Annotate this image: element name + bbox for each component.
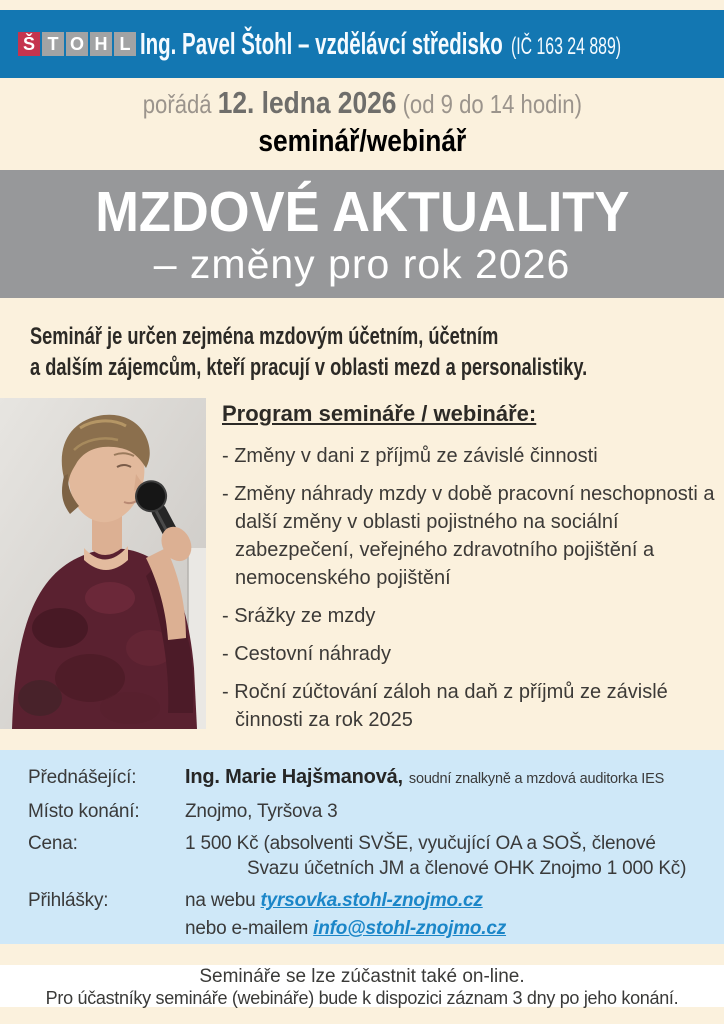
website-link[interactable]: tyrsovka.stohl-znojmo.cz	[260, 890, 483, 911]
online-note-line-1: Semináře se lze zúčastnit také on-line.	[199, 966, 525, 987]
lecturer-title: soudní znalkyně a mzdová auditorka IES	[408, 771, 665, 787]
header-text	[140, 26, 621, 62]
program-item-3: - Srážky ze mzdy	[222, 605, 376, 627]
seminar-title: MZDOVÉ AKTUALITY	[94, 180, 630, 244]
header-bar	[0, 10, 724, 78]
lecturer-name: Ing. Marie Hajšmanová,	[185, 766, 403, 788]
venue-row	[0, 799, 724, 824]
event-format: seminář/webinář	[258, 123, 466, 158]
speaker-photo	[0, 398, 206, 729]
program-item-5: - Roční zúčtování záloh na daň z příjmů ze závislé činnosti za rok 2025	[222, 681, 668, 731]
program-section	[222, 401, 716, 744]
apply-label: Přihlášky:	[28, 890, 109, 911]
program-item-2: - Změny náhrady mzdy v době pracovní neschopnosti a další změny v oblasti pojistného na sociální zabezpečení, veřejného zdravotního pojištění a nemocenského pojištění	[222, 483, 715, 589]
intro-line-2: a dalším zájemcům, kteří pracují v oblasti mezd a personalistiky.	[30, 354, 588, 381]
online-note	[0, 965, 724, 1007]
venue-label: Místo konání:	[28, 801, 140, 822]
intro-paragraph	[30, 321, 724, 383]
intro-line-1: Seminář je určen zejména mzdovým účetním, účetním	[30, 323, 499, 350]
price-line-2: Svazu účetních JM a členové OHK Znojmo 1 000 Kč)	[247, 858, 687, 879]
program-item-4: - Cestovní náhrady	[222, 643, 391, 665]
program-heading: Program semináře / webináře:	[222, 401, 537, 426]
logo-letter-l: L	[114, 32, 136, 56]
apply-email-prefix: nebo e-mailem	[185, 918, 314, 939]
email-link[interactable]: info@stohl-znojmo.cz	[313, 918, 507, 939]
event-date-line	[0, 86, 724, 121]
lecturer-row	[0, 765, 724, 792]
program-item-1: - Změny v dani z příjmů ze závislé činnosti	[222, 445, 598, 467]
logo-letter-h: H	[90, 32, 112, 56]
apply-web-prefix: na webu	[185, 890, 261, 911]
event-date: 12. ledna 2026	[217, 85, 397, 120]
details-section	[0, 750, 724, 944]
apply-row	[0, 888, 724, 944]
title-banner	[0, 170, 724, 298]
logo-letter-o: O	[66, 32, 88, 56]
price-row	[0, 831, 724, 881]
logo-letter-s: Š	[18, 32, 40, 56]
price-line-1: 1 500 Kč (absolventi SVŠE, vyučující OA a SOŠ, členové	[185, 833, 656, 854]
logo-letter-t: T	[42, 32, 64, 56]
online-note-line-2: Pro účastníky semináře (webináře) bude k dispozici záznam 3 dny po jeho konání.	[45, 988, 679, 1008]
seminar-subtitle: – změny pro rok 2026	[153, 241, 571, 287]
event-organizes-label: pořádá	[142, 89, 218, 119]
event-format-line	[0, 122, 724, 160]
event-block	[0, 86, 724, 160]
price-label: Cena:	[28, 833, 78, 854]
registration-number: (IČ 163 24 889)	[510, 33, 622, 60]
venue-value: Znojmo, Tyršova 3	[185, 801, 338, 822]
stohl-logo	[18, 32, 136, 56]
event-time: (od 9 do 14 hodin)	[396, 89, 582, 119]
organization-title: Ing. Pavel Štohl – vzdělávcí středisko	[140, 26, 503, 61]
lecturer-label: Přednášející:	[28, 767, 137, 788]
